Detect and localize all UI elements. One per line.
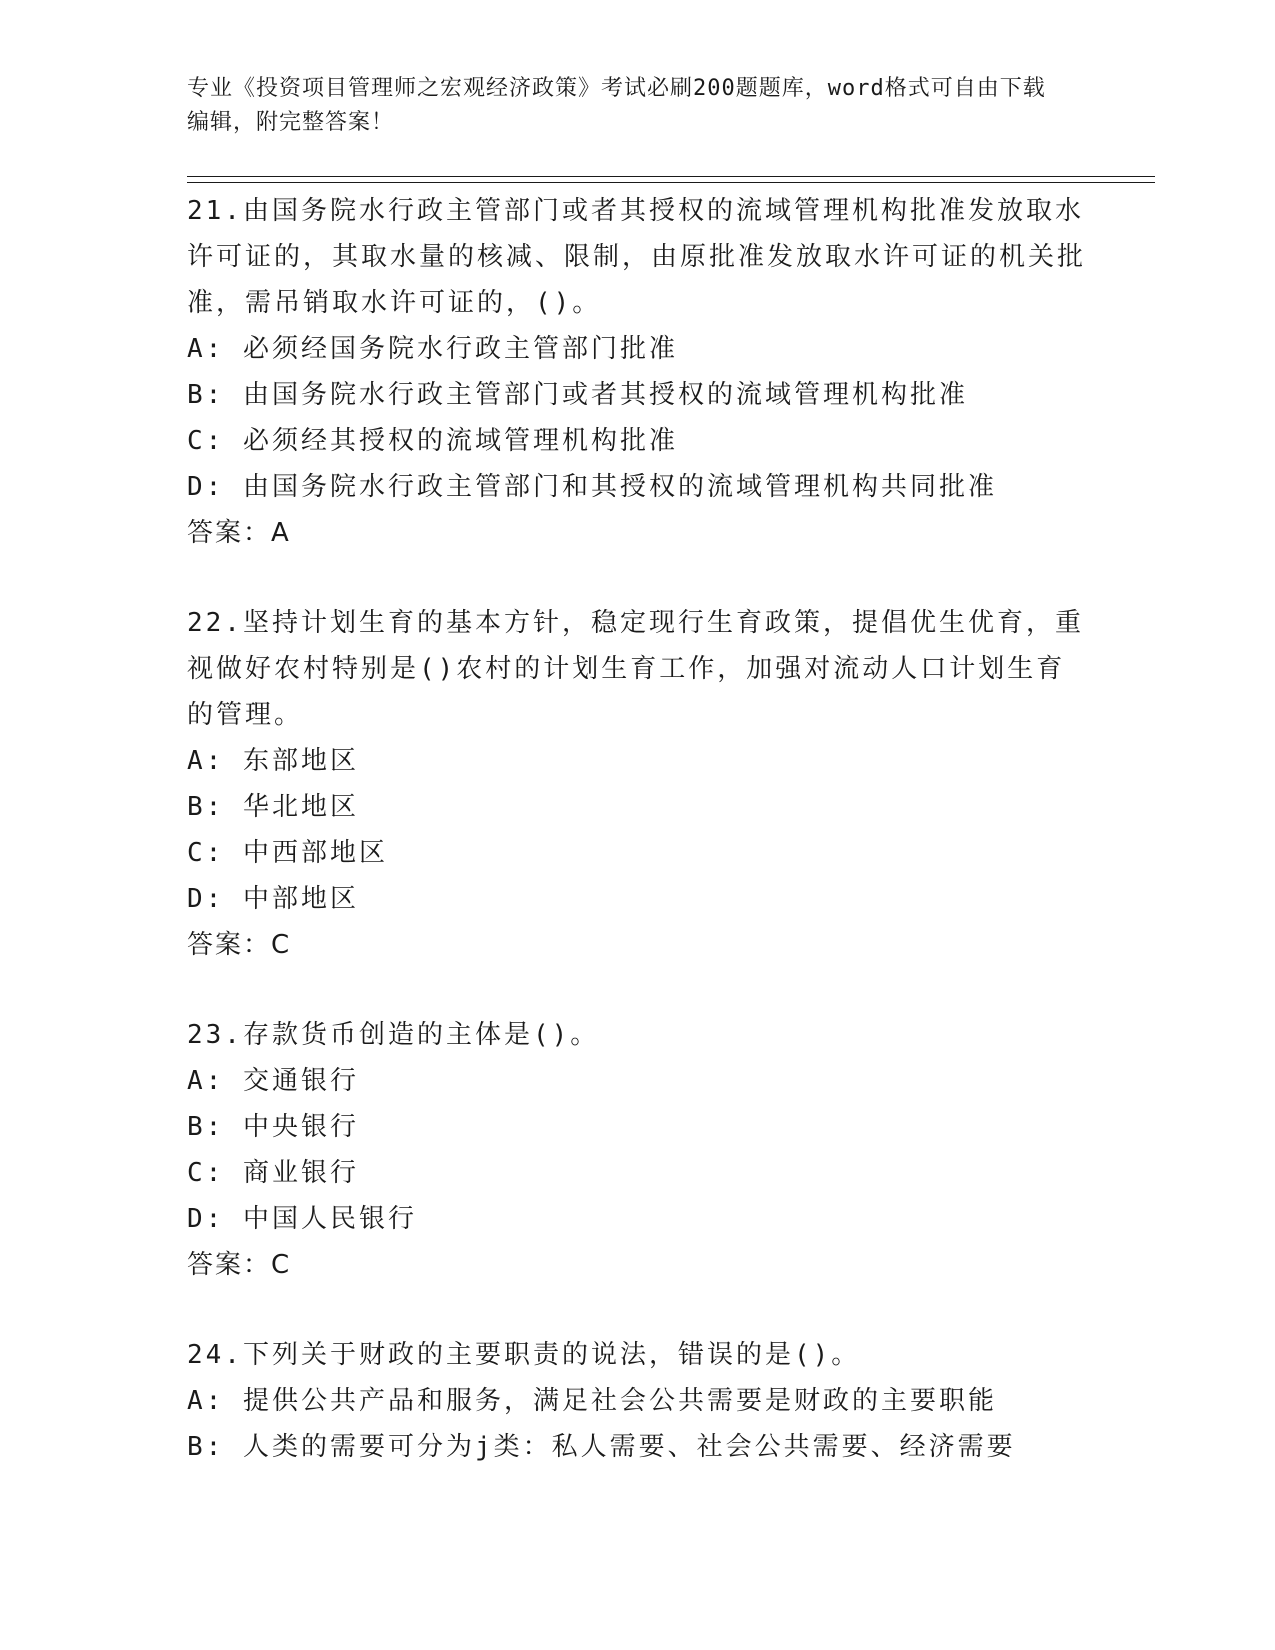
option-b: B: 人类的需要可分为j类：私人需要、社会公共需要、经济需要 xyxy=(187,1432,1016,1462)
question-stem: 24.下列关于财政的主要职责的说法，错误的是()。 xyxy=(187,1340,861,1370)
question-stem: 23.存款货币创造的主体是()。 xyxy=(187,1020,600,1050)
header-divider-bottom xyxy=(187,182,1155,183)
header-divider-top xyxy=(187,176,1155,177)
question-list xyxy=(187,188,1087,1514)
option-d: D: 中部地区 xyxy=(187,884,359,914)
option-c: C: 必须经其授权的流域管理机构批准 xyxy=(187,426,678,456)
answer: 答案：C xyxy=(187,930,292,960)
answer: 答案：A xyxy=(187,518,291,548)
option-a: A: 交通银行 xyxy=(187,1066,359,1096)
question-22 xyxy=(187,600,1087,968)
option-a: A: 必须经国务院水行政主管部门批准 xyxy=(187,334,678,364)
answer: 答案：C xyxy=(187,1250,292,1280)
option-b: B: 华北地区 xyxy=(187,792,359,822)
question-23 xyxy=(187,1012,1087,1288)
option-b: B: 由国务院水行政主管部门或者其授权的流域管理机构批准 xyxy=(187,380,968,410)
option-d: D: 中国人民银行 xyxy=(187,1204,417,1234)
option-d: D: 由国务院水行政主管部门和其授权的流域管理机构共同批准 xyxy=(187,472,997,502)
question-24 xyxy=(187,1332,1087,1470)
question-21 xyxy=(187,188,1087,556)
option-a: A: 提供公共产品和服务，满足社会公共需要是财政的主要职能 xyxy=(187,1386,997,1416)
question-stem: 21.由国务院水行政主管部门或者其授权的流域管理机构批准发放取水许可证的，其取水量的核减、限制，由原批准发放取水许可证的机关批准，需吊销取水许可证的，()。 xyxy=(187,196,1087,318)
option-b: B: 中央银行 xyxy=(187,1112,359,1142)
option-c: C: 中西部地区 xyxy=(187,838,388,868)
option-a: A: 东部地区 xyxy=(187,746,359,776)
document-header: 专业《投资项目管理师之宏观经济政策》考试必刷200题题库，word格式可自由下载编辑，附完整答案！ xyxy=(187,76,1046,135)
option-c: C: 商业银行 xyxy=(187,1158,359,1188)
question-stem: 22.坚持计划生育的基本方针，稳定现行生育政策，提倡优生优育，重视做好农村特别是()农村的计划生育工作，加强对流动人口计划生育的管理。 xyxy=(187,608,1084,730)
